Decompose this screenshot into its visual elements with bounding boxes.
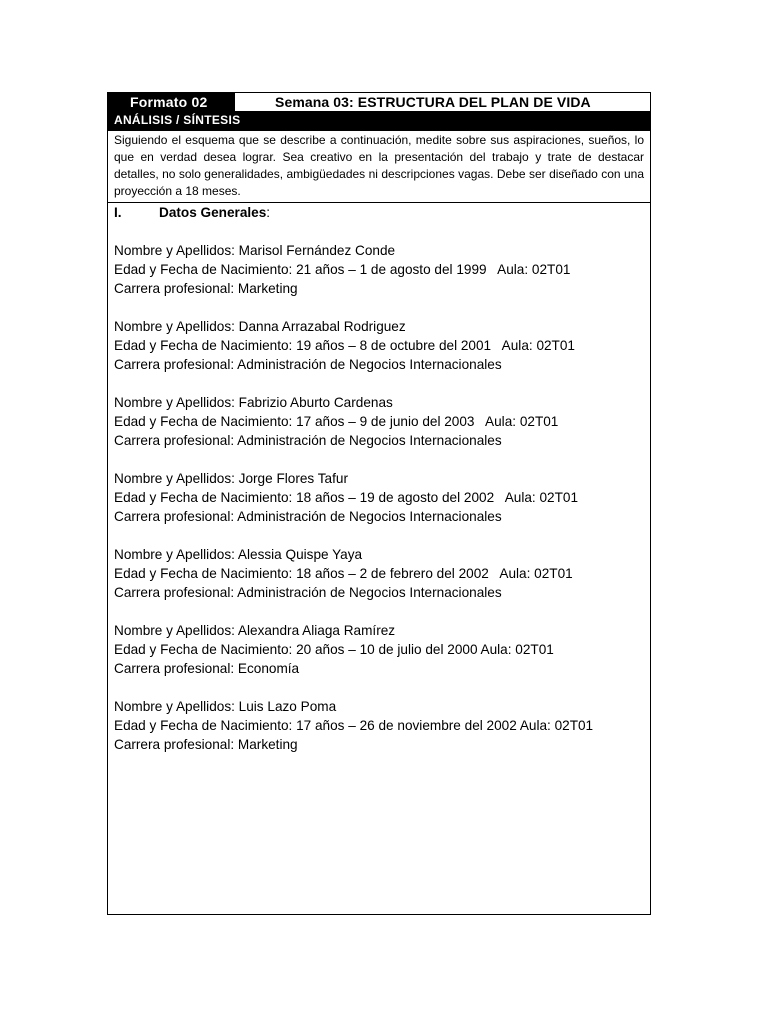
person-birth-line: Edad y Fecha de Nacimiento: 18 años – 19 de agosto del 2002 Aula: 02T01 <box>114 490 579 505</box>
person-name-line: Nombre y Apellidos: Alexandra Aliaga Ramírez <box>114 623 396 638</box>
person-name-line: Nombre y Apellidos: Jorge Flores Tafur <box>114 471 348 486</box>
person-entry <box>114 545 644 602</box>
section-number: I. <box>114 205 122 220</box>
person-name-line: Nombre y Apellidos: Luis Lazo Poma <box>114 699 337 714</box>
form-content <box>108 203 650 754</box>
person-entry <box>114 621 644 678</box>
person-career-line: Carrera profesional: Administración de Negocios Internacionales <box>114 357 502 372</box>
section-heading-colon: : <box>266 205 271 220</box>
person-name-line: Nombre y Apellidos: Alessia Quispe Yaya <box>114 547 363 562</box>
person-entry <box>114 317 644 374</box>
person-entry <box>114 697 644 754</box>
analysis-synthesis-bar: ANÁLISIS / SÍNTESIS <box>108 112 650 131</box>
person-entry <box>114 469 644 526</box>
person-birth-line: Edad y Fecha de Nacimiento: 19 años – 8 de octubre del 2001 Aula: 02T01 <box>114 338 575 353</box>
person-name-line: Nombre y Apellidos: Fabrizio Aburto Cardenas <box>114 395 393 410</box>
instructions-text: Siguiendo el esquema que se describe a continuación, medite sobre sus aspiraciones, sueños, lo que en verdad desea lograr. Sea creativo en la presentación del trabajo y trate de destacar detalles, no solo generalidades, ambigüedades ni descripciones vagas. Debe ser diseñado con una proyección a 18 meses. <box>108 131 650 203</box>
person-birth-line: Edad y Fecha de Nacimiento: 17 años – 26 de noviembre del 2002 Aula: 02T01 <box>114 718 594 733</box>
person-career-line: Carrera profesional: Administración de Negocios Internacionales <box>114 585 502 600</box>
person-birth-line: Edad y Fecha de Nacimiento: 18 años – 2 de febrero del 2002 Aula: 02T01 <box>114 566 573 581</box>
section-heading-text: Datos Generales <box>159 205 267 220</box>
datos-generales-heading <box>114 204 644 222</box>
form-header <box>108 93 650 112</box>
person-name-line: Nombre y Apellidos: Danna Arrazabal Rodriguez <box>114 319 406 334</box>
person-birth-line: Edad y Fecha de Nacimiento: 17 años – 9 de junio del 2003 Aula: 02T01 <box>114 414 559 429</box>
person-entry <box>114 393 644 450</box>
person-career-line: Carrera profesional: Marketing <box>114 281 298 296</box>
form-title: Semana 03: ESTRUCTURA DEL PLAN DE VIDA <box>235 93 650 111</box>
person-birth-line: Edad y Fecha de Nacimiento: 20 años – 10 de julio del 2000 Aula: 02T01 <box>114 642 554 657</box>
format-label: Formato 02 <box>108 93 235 111</box>
person-career-line: Carrera profesional: Marketing <box>114 737 298 752</box>
person-birth-line: Edad y Fecha de Nacimiento: 21 años – 1 de agosto del 1999 Aula: 02T01 <box>114 262 571 277</box>
person-career-line: Carrera profesional: Economía <box>114 661 300 676</box>
person-entry <box>114 241 644 298</box>
person-career-line: Carrera profesional: Administración de Negocios Internacionales <box>114 433 502 448</box>
person-career-line: Carrera profesional: Administración de Negocios Internacionales <box>114 509 502 524</box>
plan-de-vida-form <box>107 92 651 915</box>
person-name-line: Nombre y Apellidos: Marisol Fernández Conde <box>114 243 396 258</box>
